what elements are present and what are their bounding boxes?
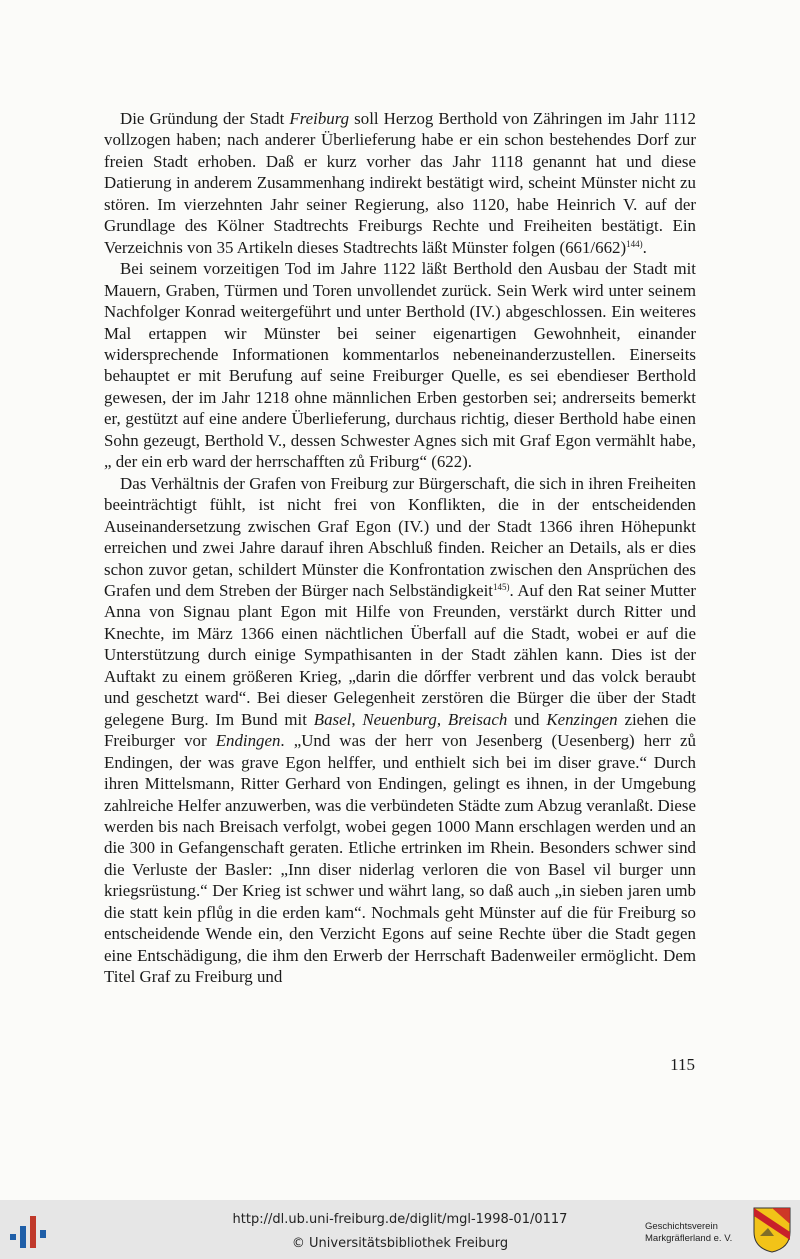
paragraph-2: Bei seinem vorzeitigen Tod im Jahre 1122 läßt Berthold den Ausbau der Stadt mit Mauern, Graben, Türmen und Toren unvollendet zurück. Sein Werk wird unter seinem Nachfolger Konrad weitergeführt und unter Berthold (IV.) abgeschlossen. Ein weiteres Mal ertappen wir Münster bei seiner eigenartigen Gewohnheit, einander widersprechende Informationen kommentarlos nebeneinanderzustellen. Einerseits behauptet er mit Berufung auf seine Freiburger Quelle, es sei ebendieser Berthold gewesen, der im Jahr 1218 ohne männlichen Erben gestorben sei; andrerseits bemerkt er, gestützt auf eine andere Überlieferung, durchaus richtig, dieser Berthold habe einen Sohn gezeugt, Berthold V., dessen Schwester Agnes sich mit Graf Egon vermählt habe, „ der ein erb ward der herrschafften zů Friburg“ (622). [104,259,696,472]
emphasis-basel: Basel [313,709,352,729]
text-run: ziehen die Freiburger vor [104,709,697,751]
society-line-1: Geschichtsverein [645,1221,718,1232]
text-run: , [436,709,448,729]
text-run: Die Gründung der Stadt [120,109,290,128]
emphasis-kenzingen: Kenzingen [546,709,618,729]
page-number: 115 [670,1055,695,1074]
emphasis-freiburg: Freiburg [289,109,350,128]
footer-bar [0,1200,800,1259]
footer-copyright: © Universitätsbibliothek Freiburg [291,1236,509,1251]
text-run: . „Und was der herr von Jesenberg (Uesenberg) herr zů Endingen, der was grave Egon helffer, und enthielt sich bei im diser grave.“ Durch ihren Mittelsmann, Ritter Gerhard von Endingen, gelingt es ihnen, in der Umgebung zahlreiche Helfer anzuwerben, was die verbündeten Städte zum Abzug veranlaßt. Diese werden bis nach Breisach verfolgt, wobei gegen 1000 Mann erschlagen werden und an die 300 in Gefangenschaft geraten. Etliche ertrinken im Rhein. Besonders schwer sind die Verluste der Basler: „Inn diser niderlag verloren die von Basel vil burger unn kriegsrüstung.“ Der Krieg ist schwer und währt lang, so daß auch „in sieben jaren umb die statt kein pflůg in die erden kam“. Nochmals geht Münster auf die für Freiburg so entscheidende Wende ein, den Verzicht Egons auf seine Rechte über die Stadt gegen eine Entschädigung, die ihm den Erwerb der Herrschaft Badenweiler ermöglicht. Dem Titel Graf zu Freiburg und [104,731,696,987]
footer-url[interactable]: http://dl.ub.uni-freiburg.de/diglit/mgl-1998-01/0117 [232,1212,568,1227]
text-run: und [507,709,547,729]
emphasis-neuenburg: Neuenburg [362,709,437,729]
text-run: soll Herzog Berthold von Zähringen im Jahr 1112 vollzogen haben; nach anderer Überlieferung habe er ein schon bestehendes Dorf zur freien Stadt erhoben. Daß er kurz vorher das Jahr 1118 genannt hat und diese Datierung in anderem Zusammenhang indirekt bestätigt wird, scheint Münster nicht zu stören. Im vierzehnten Jahr seiner Regierung, also 1120, habe Heinrich V. auf der Grundlage des Kölner Stadtrechts Freiburgs Rechte und Freiheiten bestätigt. Ein Verzeichnis von 35 Artikeln dieses Stadtrechts läßt Münster folgen (661/662) [104,109,696,257]
text-run: . [642,237,647,257]
text-run: Das Verhältnis der Grafen von Freiburg zur Bürgerschaft, die sich in ihren Freiheiten beeinträchtigt fühlt, ist nicht frei von Konflikten, die in der entscheidenden Auseinandersetzung zwischen Graf Egon (IV.) und der Stadt 1366 ihren Höhepunkt erreichen und zwei Jahre darauf ihren Abschluß finden. Reicher an Details, als er dies schon zuvor getan, schildert Münster die Konfrontation zwischen den Ansprüchen des Grafen und dem Streben der Bürger nach Selbständigkeit [104,473,696,600]
footnote-ref-144: 144) [626,238,643,249]
body-text [104,108,696,988]
paragraph-3 [104,473,696,988]
markgraeflerland-crest-icon [752,1206,792,1254]
society-line-2: Markgräflerland e. V. [645,1233,733,1244]
emphasis-endingen: Endingen [215,731,281,751]
text-run: , [351,709,363,729]
emphasis-breisach: Breisach [447,709,508,729]
society-name [645,1221,732,1245]
footnote-ref-145: 145) [493,581,510,592]
text-run: . Auf den Rat seiner Mutter Anna von Signau plant Egon mit Hilfe von Freunden, verstärkt durch Ritter und Knechte, im März 1366 einen nächtlichen Überfall auf die Stadt, wobei er auf die Unterstützung durch einige Sympathisanten in der Stadt zählen kann. Dies ist der Auftakt zu einem größeren Krieg, „darin die dőrffer verbrent und das volck beraubt und geschetzt ward“. Bei dieser Gelegenheit zerstören die Bürger die über der Stadt gelegene Burg. Im Bund mit [104,580,696,729]
paragraph-1 [104,108,696,258]
